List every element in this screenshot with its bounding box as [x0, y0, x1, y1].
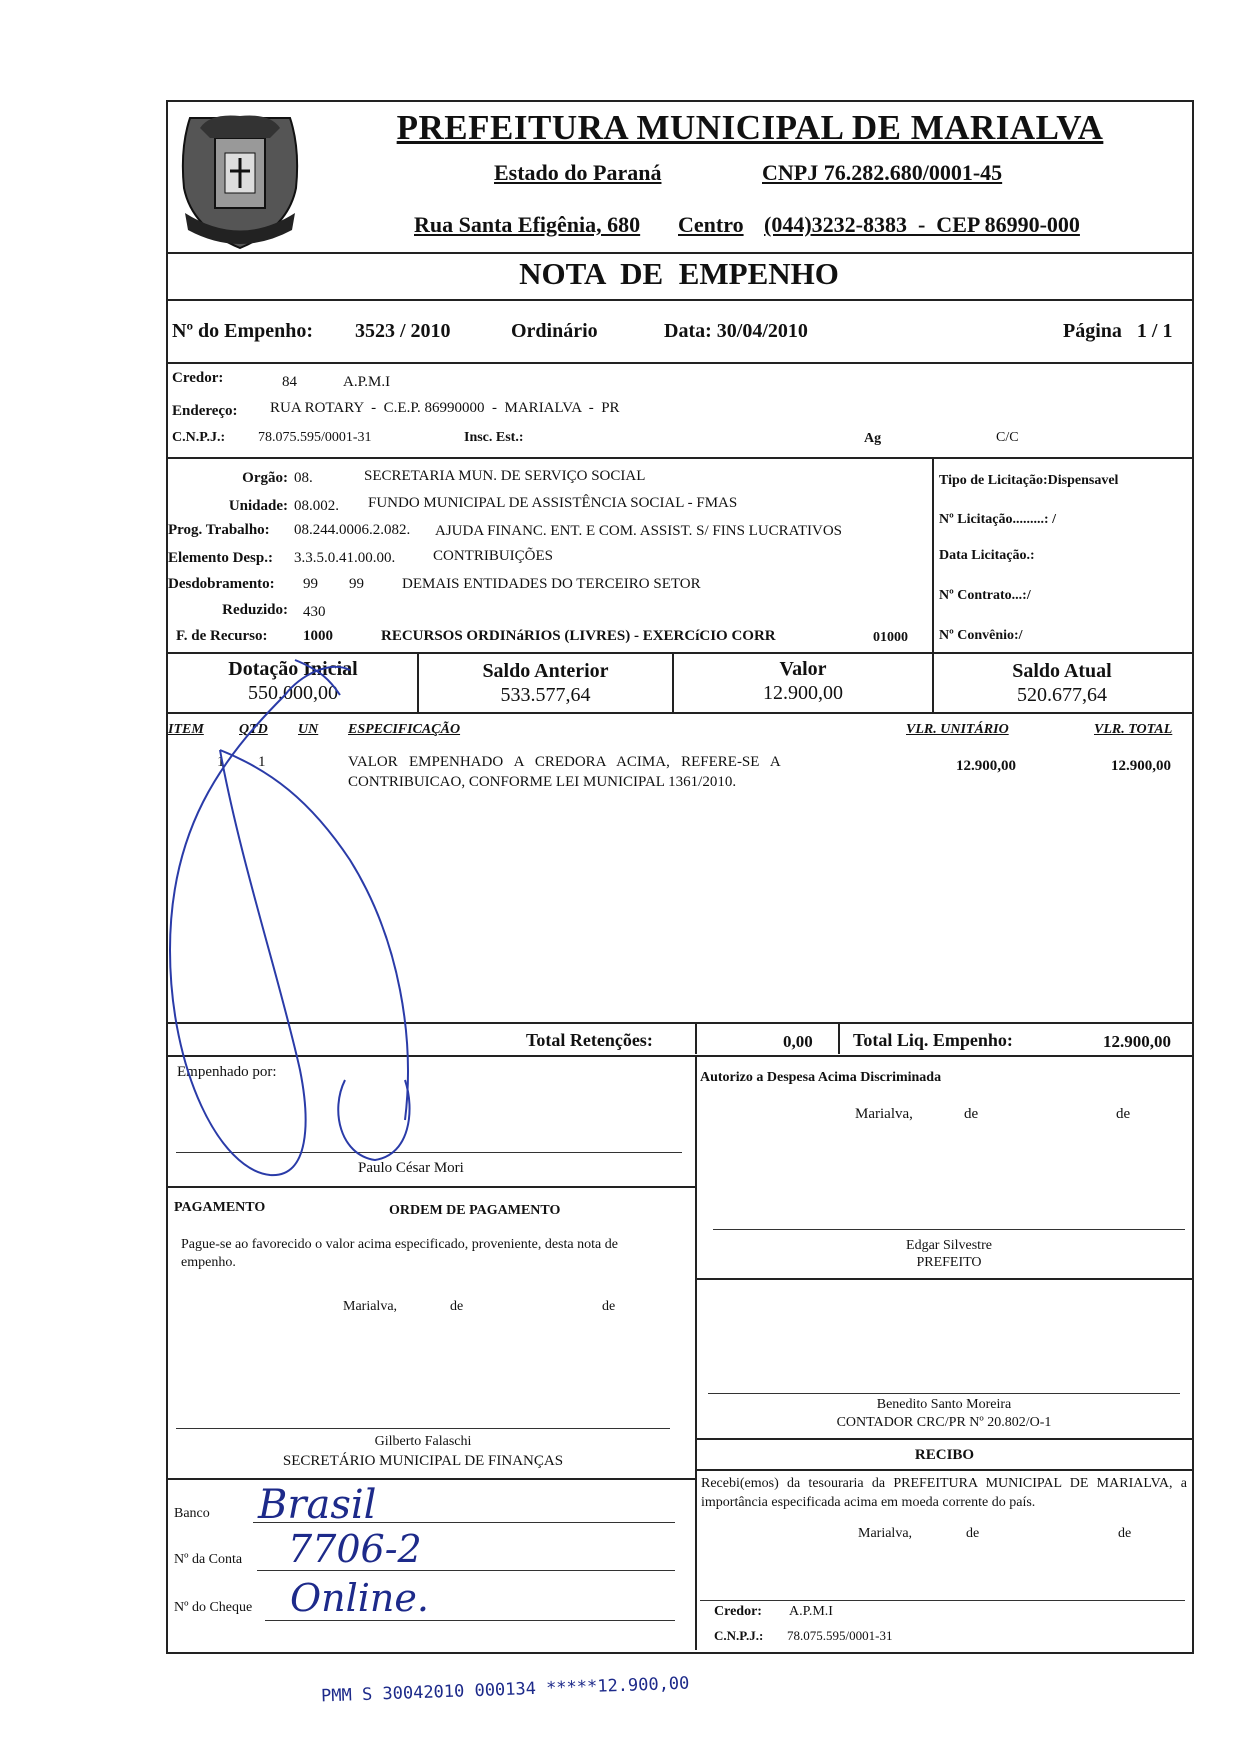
insc-label: Insc. Est.:	[464, 430, 524, 445]
ordem-pagamento-label: ORDEM DE PAGAMENTO	[389, 1203, 561, 1218]
autorizo-de2: de	[1116, 1106, 1131, 1122]
divider	[695, 1438, 1192, 1440]
elemento-label: Elemento Desp.:	[168, 550, 273, 566]
col-un: UN	[298, 722, 319, 737]
ag-label: Ag	[864, 431, 882, 446]
conta-handwriting: 7706-2	[288, 1527, 422, 1571]
empenho-number-label: Nº do Empenho:	[172, 320, 314, 342]
contrato-number: Nº Contrato...:/	[939, 588, 1031, 603]
recibo-city: Marialva,	[858, 1526, 913, 1541]
recibo-credor-value: A.P.M.I	[789, 1604, 833, 1619]
saldo-atual-label: Saldo Atual	[1012, 660, 1112, 682]
recibo-text: Recebi(emos) da tesouraria da PREFEITURA MUNICIPAL DE MARIALVA, a importância especificada acima em moeda corrente do país.	[701, 1476, 1187, 1510]
desdobramento-code1: 99	[303, 576, 318, 592]
autorizo-city: Marialva,	[855, 1106, 913, 1122]
liquido-label: Total Liq. Empenho:	[853, 1030, 1013, 1050]
empenhado-signer: Paulo César Mori	[358, 1160, 464, 1176]
recibo-title: RECIBO	[914, 1447, 975, 1463]
contador-role: CONTADOR CRC/PR Nº 20.802/O-1	[836, 1415, 1052, 1430]
cnpj-value: 78.075.595/0001-31	[258, 430, 372, 445]
prog-label: Prog. Trabalho:	[168, 522, 270, 538]
divider	[695, 1022, 697, 1054]
reduzido-label: Reduzido:	[222, 602, 288, 618]
banco-handwriting: Brasil	[258, 1482, 377, 1528]
liquido-value: 12.900,00	[1103, 1032, 1171, 1051]
state-label: Estado do Paraná	[494, 160, 662, 185]
contador-name: Benedito Santo Moreira	[876, 1397, 1012, 1412]
item-vlr-total: 12.900,00	[1111, 758, 1171, 774]
coat-of-arms-logo	[170, 108, 310, 256]
licitacao-type: Tipo de Licitação:Dispensavel	[939, 473, 1119, 488]
item-number: 1	[217, 754, 225, 770]
phone-cep-label: (044)3232-8383 - CEP 86990-000	[764, 212, 1080, 237]
credor-name: A.P.M.I	[343, 374, 391, 390]
recibo-credor-label: Credor:	[714, 1604, 762, 1619]
page-number: Página 1 / 1	[1063, 320, 1173, 342]
signature-line	[700, 1600, 1185, 1601]
empenho-date: Data: 30/04/2010	[664, 320, 808, 342]
valor-value: 12.900,00	[763, 682, 843, 704]
retencoes-value: 0,00	[783, 1032, 813, 1051]
divider	[166, 252, 1192, 254]
elemento-code: 3.3.5.0.41.00.00.	[294, 550, 396, 566]
unidade-label: Unidade:	[228, 498, 288, 514]
signature-line	[713, 1229, 1185, 1230]
banco-label: Banco	[174, 1506, 210, 1521]
unidade-value: FUNDO MUNICIPAL DE ASSISTÊNCIA SOCIAL - FMAS	[368, 495, 738, 511]
valor-label: Valor	[779, 658, 827, 680]
recurso-label: F. de Recurso:	[176, 628, 268, 644]
divider	[932, 457, 934, 653]
empenhado-label: Empenhado por:	[177, 1064, 277, 1080]
divider	[695, 1055, 697, 1650]
signature-line	[708, 1393, 1180, 1394]
autorizo-label: Autorizo a Despesa Acima Discriminada	[700, 1070, 942, 1085]
licitacao-number: Nº Licitação.........: /	[939, 512, 1056, 527]
endereco-value: RUA ROTARY - C.E.P. 86990000 - MARIALVA - PR	[270, 400, 620, 416]
dotacao-label: Dotação Inicial	[228, 658, 358, 680]
item-especificacao-line1: VALOR EMPENHADO A CREDORA ACIMA, REFERE-SE A	[348, 754, 781, 770]
unidade-code: 08.002.	[294, 498, 339, 514]
divider	[166, 362, 1192, 364]
desdobramento-value: DEMAIS ENTIDADES DO TERCEIRO SETOR	[402, 576, 701, 592]
licitacao-date: Data Licitação.:	[939, 548, 1035, 563]
credor-code: 84	[282, 374, 297, 390]
recibo-de1: de	[966, 1526, 980, 1541]
pagamento-label: PAGAMENTO	[174, 1200, 266, 1215]
cnpj-label: C.N.P.J.:	[172, 430, 226, 445]
orgao-label: Orgão:	[242, 470, 288, 486]
cheque-handwriting: Online.	[290, 1576, 429, 1620]
pagamento-de1: de	[450, 1299, 464, 1314]
signature-line	[176, 1428, 670, 1429]
recibo-cnpj-label: C.N.P.J.:	[714, 1628, 764, 1643]
retencoes-label: Total Retenções:	[526, 1030, 653, 1050]
pagamento-de2: de	[602, 1299, 616, 1314]
recurso-value: RECURSOS ORDINáRIOS (LIVRES) - EXERCíCIO CORR	[381, 628, 776, 644]
prog-code: 08.244.0006.2.082.	[294, 522, 411, 538]
col-item: ITEM	[168, 722, 204, 737]
prefeito-name: Edgar Silvestre	[906, 1238, 992, 1253]
secretario-name: Gilberto Falaschi	[374, 1434, 472, 1449]
desdobramento-code2: 99	[349, 576, 364, 592]
divider	[166, 457, 1192, 459]
pagamento-text: Pague-se ao favorecido o valor acima especificado, proveniente, desta nota de empenho.	[181, 1237, 618, 1270]
col-vlr-total: VLR. TOTAL	[1094, 722, 1173, 737]
divider	[695, 1278, 1192, 1280]
secretario-role: SECRETÁRIO MUNICIPAL DE FINANÇAS	[282, 1453, 564, 1469]
item-especificacao-line2: CONTRIBUICAO, CONFORME LEI MUNICIPAL 1361/2010.	[348, 774, 737, 790]
district-label: Centro	[678, 212, 744, 237]
credor-label: Credor:	[172, 370, 224, 386]
municipality-title: PREFEITURA MUNICIPAL DE MARIALVA	[396, 108, 1104, 147]
divider	[166, 1478, 695, 1480]
cheque-line	[265, 1620, 675, 1621]
col-especificacao: ESPECIFICAÇÃO	[348, 722, 461, 737]
recurso-number: 01000	[873, 630, 908, 645]
document-title: NOTA DE EMPENHO	[519, 256, 839, 291]
saldo-atual-value: 520.677,64	[1017, 684, 1107, 706]
item-vlr-unitario: 12.900,00	[956, 758, 1016, 774]
divider	[166, 299, 1192, 301]
address-label: Rua Santa Efigênia, 680	[414, 212, 641, 237]
saldo-anterior-label: Saldo Anterior	[482, 660, 609, 682]
prog-value: AJUDA FINANC. ENT. E COM. ASSIST. S/ FINS LUCRATIVOS	[435, 523, 842, 539]
convenio-number: Nº Convênio:/	[939, 628, 1023, 643]
saldo-anterior-value: 533.577,64	[500, 684, 591, 706]
orgao-value: SECRETARIA MUN. DE SERVIÇO SOCIAL	[364, 468, 646, 484]
divider	[838, 1022, 840, 1054]
recibo-de2: de	[1118, 1526, 1132, 1541]
cheque-label: Nº do Cheque	[174, 1600, 253, 1615]
empenho-type: Ordinário	[511, 320, 598, 342]
elemento-value: CONTRIBUIÇÕES	[433, 548, 554, 564]
divider	[695, 1469, 1192, 1471]
cnpj-header: CNPJ 76.282.680/0001-45	[762, 160, 1003, 185]
pagamento-city: Marialva,	[343, 1299, 398, 1314]
col-vlr-unitario: VLR. UNITÁRIO	[906, 722, 1009, 737]
handwritten-signature	[160, 650, 460, 1190]
empenho-number: 3523 / 2010	[355, 320, 451, 342]
reduzido-value: 430	[303, 604, 326, 620]
dotacao-value: 550.000,00	[248, 682, 338, 704]
endereco-label: Endereço:	[172, 403, 238, 419]
item-qtd: 1	[258, 754, 266, 770]
conta-label: Nº da Conta	[174, 1552, 243, 1567]
desdobramento-label: Desdobramento:	[168, 576, 275, 592]
cc-label: C/C	[996, 430, 1019, 445]
col-qtd: QTD	[239, 722, 268, 737]
recurso-code: 1000	[303, 628, 333, 644]
prefeito-role: PREFEITO	[916, 1255, 982, 1270]
orgao-code: 08.	[294, 470, 313, 486]
autorizo-de1: de	[964, 1106, 979, 1122]
recibo-cnpj-value: 78.075.595/0001-31	[787, 1628, 893, 1643]
payment-stamp: PMM S 30042010 000134 *****12.900,00	[320, 1673, 690, 1707]
